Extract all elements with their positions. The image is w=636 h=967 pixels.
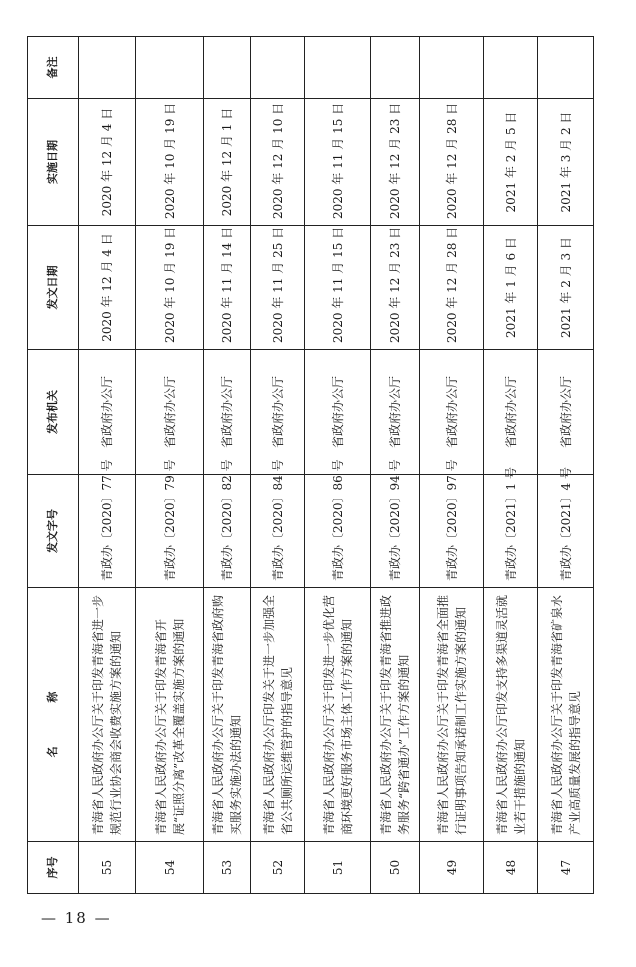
table-row: [420, 37, 484, 894]
cell-effective-date: 2021 年 3 月 2 日: [538, 99, 594, 226]
cell-name: 青海省人民政府办公厅关于印发青海省全面推行证明事项告知承诺制工作实施方案的通知: [420, 588, 484, 842]
header-remark: 备注: [28, 37, 79, 99]
cell-name: 青海省人民政府办公厅关于印发青海省政府购买服务实施办法的通知: [204, 588, 251, 842]
cell-issue-date: 2021 年 2 月 3 日: [538, 226, 594, 350]
cell-remark: [420, 37, 484, 99]
cell-issue-date: 2020 年 10 月 19 日: [136, 226, 204, 350]
header-issuer: 发布机关: [28, 350, 79, 475]
cell-seq: 54: [136, 842, 204, 894]
table-row: [204, 37, 251, 894]
cell-doc-no: 青政办〔2021〕1 号: [484, 475, 538, 588]
cell-issuer: 省政府办公厅: [204, 350, 251, 475]
cell-doc-no: 青政办〔2020〕79 号: [136, 475, 204, 588]
regulation-table-area: [27, 37, 593, 894]
cell-name: 青海省人民政府办公厅关于印发青海省矿泉水产业高质量发展的指导意见: [538, 588, 594, 842]
page-number: — 18 —: [41, 909, 112, 927]
cell-effective-date: 2020 年 12 月 23 日: [371, 99, 420, 226]
cell-remark: [251, 37, 305, 99]
cell-doc-no: 青政办〔2020〕86 号: [305, 475, 371, 588]
cell-remark: [484, 37, 538, 99]
table-row: [251, 37, 305, 894]
cell-issue-date: 2020 年 12 月 4 日: [79, 226, 136, 350]
cell-doc-no: 青政办〔2020〕84 号: [251, 475, 305, 588]
cell-seq: 47: [538, 842, 594, 894]
cell-effective-date: 2020 年 12 月 4 日: [79, 99, 136, 226]
cell-name: 青海省人民政府办公厅关于印发进一步优化营商环境更好服务市场主体工作方案的通知: [305, 588, 371, 842]
cell-name: 青海省人民政府办公厅印发支持多渠道灵活就业若干措施的通知: [484, 588, 538, 842]
cell-issuer: 省政府办公厅: [538, 350, 594, 475]
cell-name: 青海省人民政府办公厅关于印发青海省开展“证照分离”改革全覆盖实施方案的通知: [136, 588, 204, 842]
cell-remark: [538, 37, 594, 99]
cell-issuer: 省政府办公厅: [251, 350, 305, 475]
header-seq: 序号: [28, 842, 79, 894]
cell-issuer: 省政府办公厅: [79, 350, 136, 475]
table-row: [136, 37, 204, 894]
cell-issuer: 省政府办公厅: [484, 350, 538, 475]
cell-name: 青海省人民政府办公厅关于印发青海省进一步规范行业协会商会收费实施方案的通知: [79, 588, 136, 842]
cell-name: 青海省人民政府办公厅关于印发青海省推进政务服务“跨省通办”工作方案的通知: [371, 588, 420, 842]
cell-issue-date: 2020 年 12 月 23 日: [371, 226, 420, 350]
header-effective-date: 实施日期: [28, 99, 79, 226]
cell-remark: [204, 37, 251, 99]
table-row: [371, 37, 420, 894]
cell-issue-date: 2021 年 1 月 6 日: [484, 226, 538, 350]
header-name: 名 称: [28, 588, 79, 842]
table-row: [538, 37, 594, 894]
cell-effective-date: 2020 年 12 月 1 日: [204, 99, 251, 226]
table-row: [484, 37, 538, 894]
cell-seq: 48: [484, 842, 538, 894]
cell-issuer: 省政府办公厅: [305, 350, 371, 475]
cell-doc-no: 青政办〔2021〕4 号: [538, 475, 594, 588]
cell-seq: 52: [251, 842, 305, 894]
cell-effective-date: 2020 年 10 月 19 日: [136, 99, 204, 226]
regulation-table: [27, 36, 594, 894]
cell-doc-no: 青政办〔2020〕97 号: [420, 475, 484, 588]
cell-seq: 49: [420, 842, 484, 894]
cell-remark: [371, 37, 420, 99]
cell-seq: 55: [79, 842, 136, 894]
header-issue-date: 发文日期: [28, 226, 79, 350]
cell-issue-date: 2020 年 11 月 25 日: [251, 226, 305, 350]
cell-effective-date: 2020 年 11 月 15 日: [305, 99, 371, 226]
cell-remark: [136, 37, 204, 99]
table-header-row: [28, 37, 79, 894]
header-doc-no: 发文字号: [28, 475, 79, 588]
cell-issuer: 省政府办公厅: [136, 350, 204, 475]
cell-doc-no: 青政办〔2020〕77 号: [79, 475, 136, 588]
cell-effective-date: 2021 年 2 月 5 日: [484, 99, 538, 226]
cell-issue-date: 2020 年 11 月 14 日: [204, 226, 251, 350]
cell-issue-date: 2020 年 12 月 28 日: [420, 226, 484, 350]
cell-name: 青海省人民政府办公厅印发关于进一步加强全省公共厕所运维管护的指导意见: [251, 588, 305, 842]
cell-seq: 53: [204, 842, 251, 894]
cell-doc-no: 青政办〔2020〕82 号: [204, 475, 251, 588]
cell-effective-date: 2020 年 12 月 28 日: [420, 99, 484, 226]
cell-seq: 50: [371, 842, 420, 894]
table-row: [79, 37, 136, 894]
cell-issuer: 省政府办公厅: [371, 350, 420, 475]
table-row: [305, 37, 371, 894]
cell-issuer: 省政府办公厅: [420, 350, 484, 475]
cell-effective-date: 2020 年 12 月 10 日: [251, 99, 305, 226]
rotated-page-content: [27, 37, 593, 894]
cell-issue-date: 2020 年 11 月 15 日: [305, 226, 371, 350]
cell-remark: [305, 37, 371, 99]
cell-remark: [79, 37, 136, 99]
cell-seq: 51: [305, 842, 371, 894]
cell-doc-no: 青政办〔2020〕94 号: [371, 475, 420, 588]
